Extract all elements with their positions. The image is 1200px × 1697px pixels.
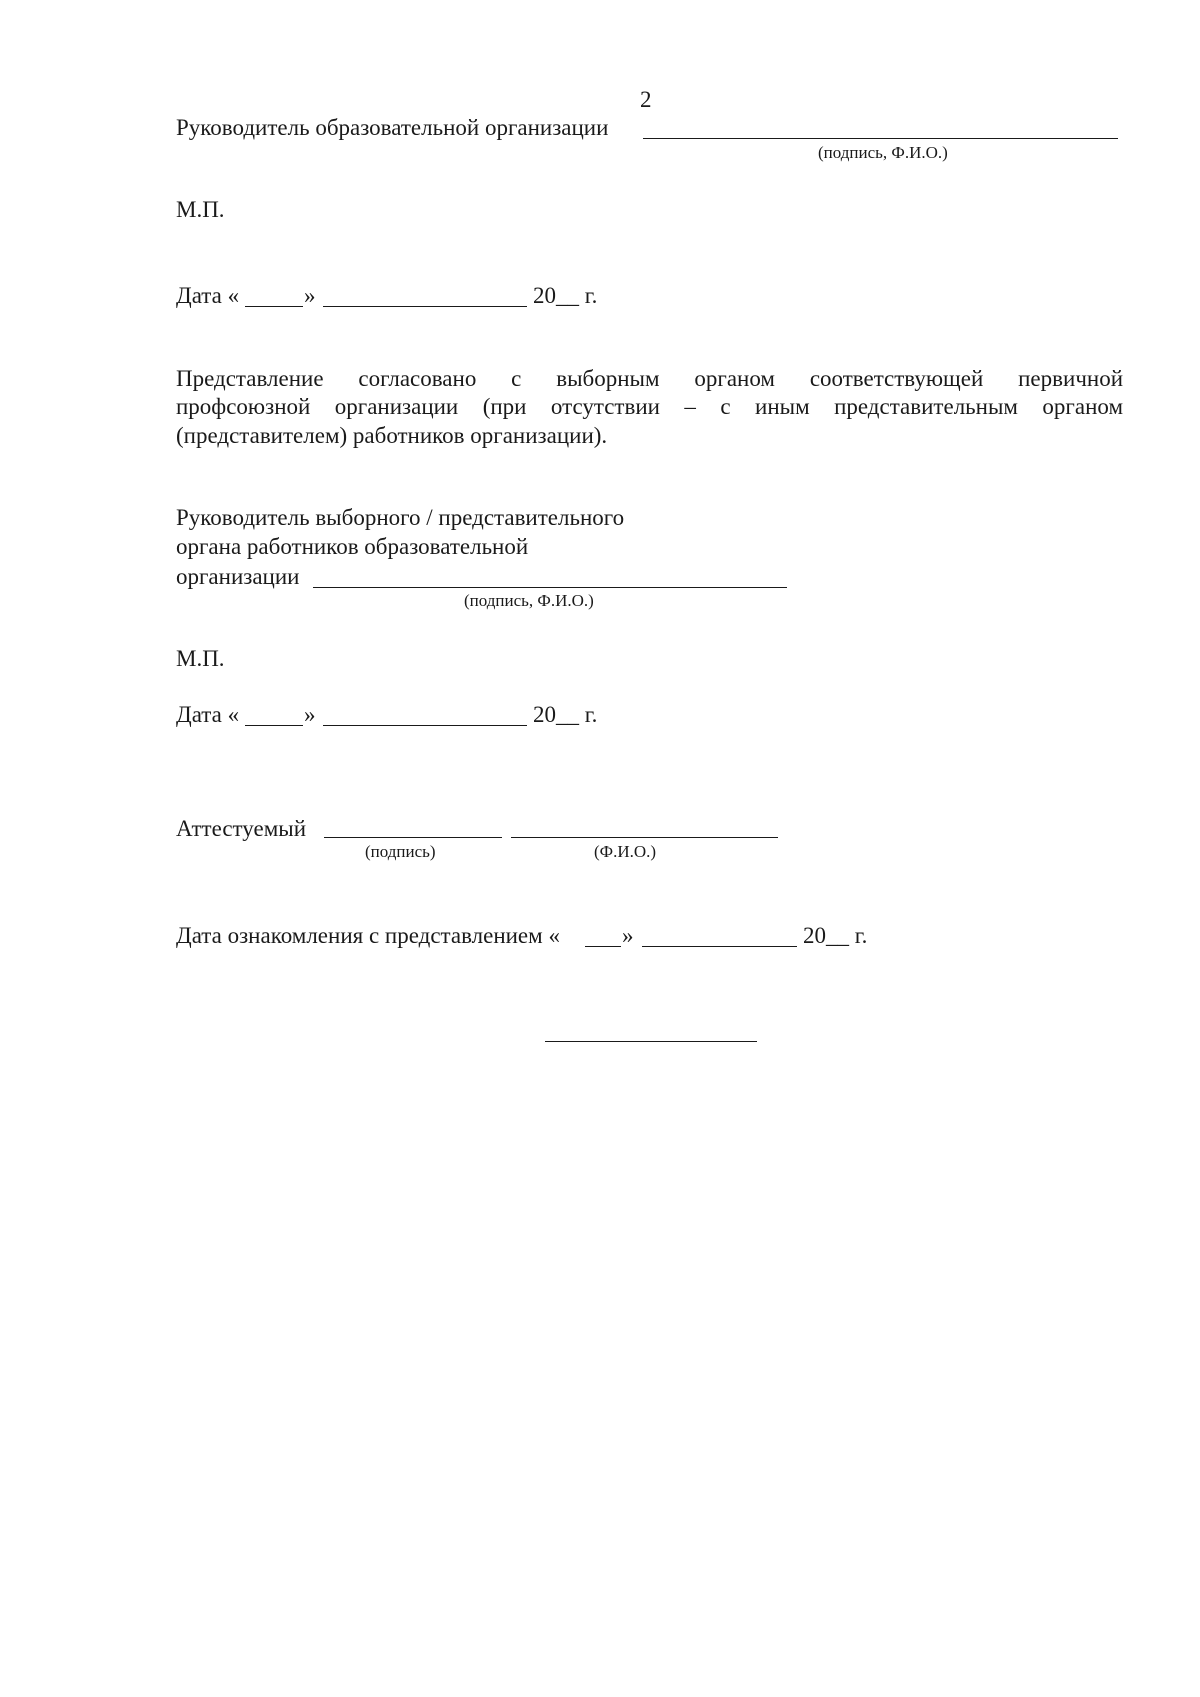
- acquaint-date-prefix: Дата ознакомления с представлением «: [176, 923, 560, 948]
- union-head-line-2: органа работников образовательной: [176, 534, 529, 559]
- attestee-signature-line[interactable]: [324, 837, 502, 838]
- union-head-line-1: Руководитель выборного / представительного: [176, 505, 625, 530]
- head-label: Руководитель образовательной организации: [176, 115, 609, 140]
- union-head-line-3: организации: [176, 564, 300, 589]
- attestee-label: Аттестуемый: [176, 816, 307, 841]
- head-signature-line[interactable]: [643, 138, 1118, 139]
- attestee-fio-line[interactable]: [511, 837, 778, 838]
- head-date-mid: »: [304, 283, 316, 308]
- agreement-line-2: профсоюзной организации (при отсутствии – с иным представительным органом: [176, 394, 1123, 419]
- acquaint-date-month-line[interactable]: [642, 946, 797, 947]
- union-date-prefix: Дата «: [176, 702, 240, 727]
- attestee-signature-hint: (подпись): [365, 842, 436, 861]
- acquaint-date-year: 20__ г.: [803, 923, 868, 948]
- union-signature-line[interactable]: [313, 587, 787, 588]
- page-number: 2: [640, 87, 652, 112]
- union-date-day-line[interactable]: [245, 725, 303, 726]
- head-stamp: М.П.: [176, 197, 225, 222]
- head-date-prefix: Дата «: [176, 283, 240, 308]
- acquaint-date-day-line[interactable]: [585, 946, 621, 947]
- union-date-mid: »: [304, 702, 316, 727]
- union-signature-hint: (подпись, Ф.И.О.): [464, 591, 594, 610]
- union-date-month-line[interactable]: [323, 725, 527, 726]
- union-date-year: 20__ г.: [533, 702, 598, 727]
- head-signature-hint: (подпись, Ф.И.О.): [818, 143, 948, 162]
- agreement-line-3: (представителем) работников организации).: [176, 423, 608, 448]
- head-date-month-line[interactable]: [323, 306, 527, 307]
- head-date-day-line[interactable]: [245, 306, 303, 307]
- union-stamp: М.П.: [176, 646, 225, 671]
- acquaint-date-mid: »: [622, 923, 634, 948]
- end-divider: [545, 1041, 757, 1042]
- head-date-year: 20__ г.: [533, 283, 598, 308]
- attestee-fio-hint: (Ф.И.О.): [594, 842, 657, 861]
- agreement-line-1: Представление согласовано с выборным органом соответствующей первичной: [176, 366, 1123, 391]
